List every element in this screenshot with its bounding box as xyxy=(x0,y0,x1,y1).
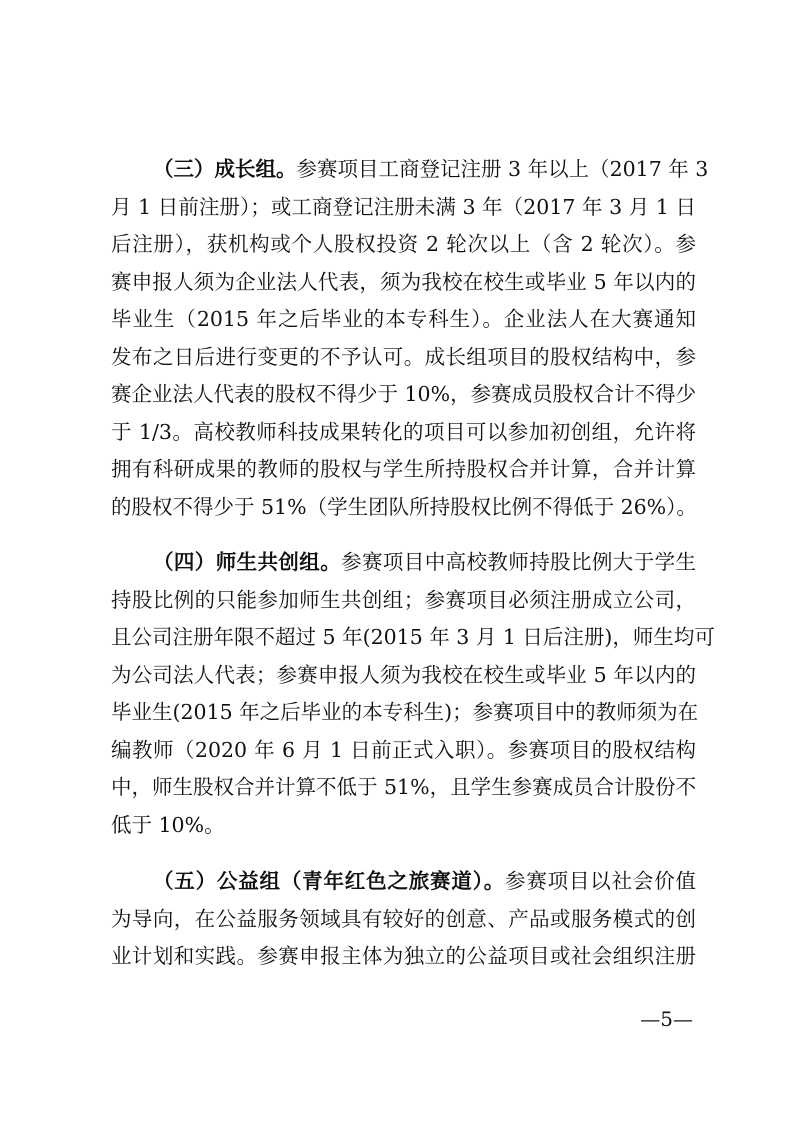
section-heading: （四）师生共创组。 xyxy=(153,550,342,574)
paragraph-line: 发布之日后进行变更的不予认可。成长组项目的股权结构中，参 xyxy=(111,345,696,369)
paragraph-line: 且公司注册年限不超过 5 年(2015 年 3 月 1 日后注册)，师生均可 xyxy=(111,625,715,649)
paragraph-line: 赛企业法人代表的股权不得少于 10%，参赛成员股权合计不得少 xyxy=(111,382,697,406)
line-text: 参赛项目以社会价值 xyxy=(505,869,697,893)
paragraph-line: 为导向，在公益服务领域具有较好的创意、产品或服务模式的创 xyxy=(111,907,696,931)
paragraph-line: 编教师（2020 年 6 月 1 日前正式入职）。参赛项目的股权结构 xyxy=(111,738,696,762)
paragraph-line: 于 1/3。高校教师科技成果转化的项目可以参加初创组，允许将 xyxy=(111,420,696,444)
section-heading: （三）成长组。 xyxy=(153,157,297,181)
paragraph-line: 毕业生（2015 年之后毕业的本专科生）。企业法人在大赛通知 xyxy=(111,307,696,331)
paragraph-line: 拥有科研成果的教师的股权与学生所持股权合并计算，合并计算 xyxy=(111,457,696,481)
paragraph-line xyxy=(153,544,696,580)
paragraph-line: 赛申报人须为企业法人代表，须为我校在校生或毕业 5 年以内的 xyxy=(111,270,696,294)
paragraph-line: 低于 10%。 xyxy=(111,813,225,837)
paragraph-line: 持股比例的只能参加师生共创组；参赛项目必须注册成立公司， xyxy=(111,588,696,612)
paragraph-line xyxy=(153,151,709,187)
paragraph-line: 为公司法人代表；参赛申报人须为我校在校生或毕业 5 年以内的 xyxy=(111,663,696,687)
page-number: —5— xyxy=(640,1007,693,1031)
line-text: 参赛项目工商登记注册 3 年以上（2017 年 3 xyxy=(296,157,709,181)
paragraph-line: 毕业生(2015 年之后毕业的本专科生)；参赛项目中的教师须为在 xyxy=(111,700,699,724)
paragraph-line: 中，师生股权合并计算不低于 51%，且学生参赛成员合计股份不 xyxy=(111,775,697,799)
section-heading: （五）公益组（青年红色之旅赛道）。 xyxy=(153,869,506,893)
paragraph-line: 的股权不得少于 51%（学生团队所持股权比例不得低于 26%）。 xyxy=(111,495,697,519)
paragraph-line xyxy=(153,863,696,899)
paragraph-line: 业计划和实践。参赛申报主体为独立的公益项目或社会组织注册 xyxy=(111,944,696,968)
line-text: 参赛项目中高校教师持股比例大于学生 xyxy=(341,550,697,574)
paragraph-line: 月 1 日前注册）；或工商登记注册未满 3 年（2017 年 3 月 1 日 xyxy=(111,195,696,219)
paragraph-line: 后注册），获机构或个人股权投资 2 轮次以上（含 2 轮次）。参 xyxy=(111,232,696,256)
